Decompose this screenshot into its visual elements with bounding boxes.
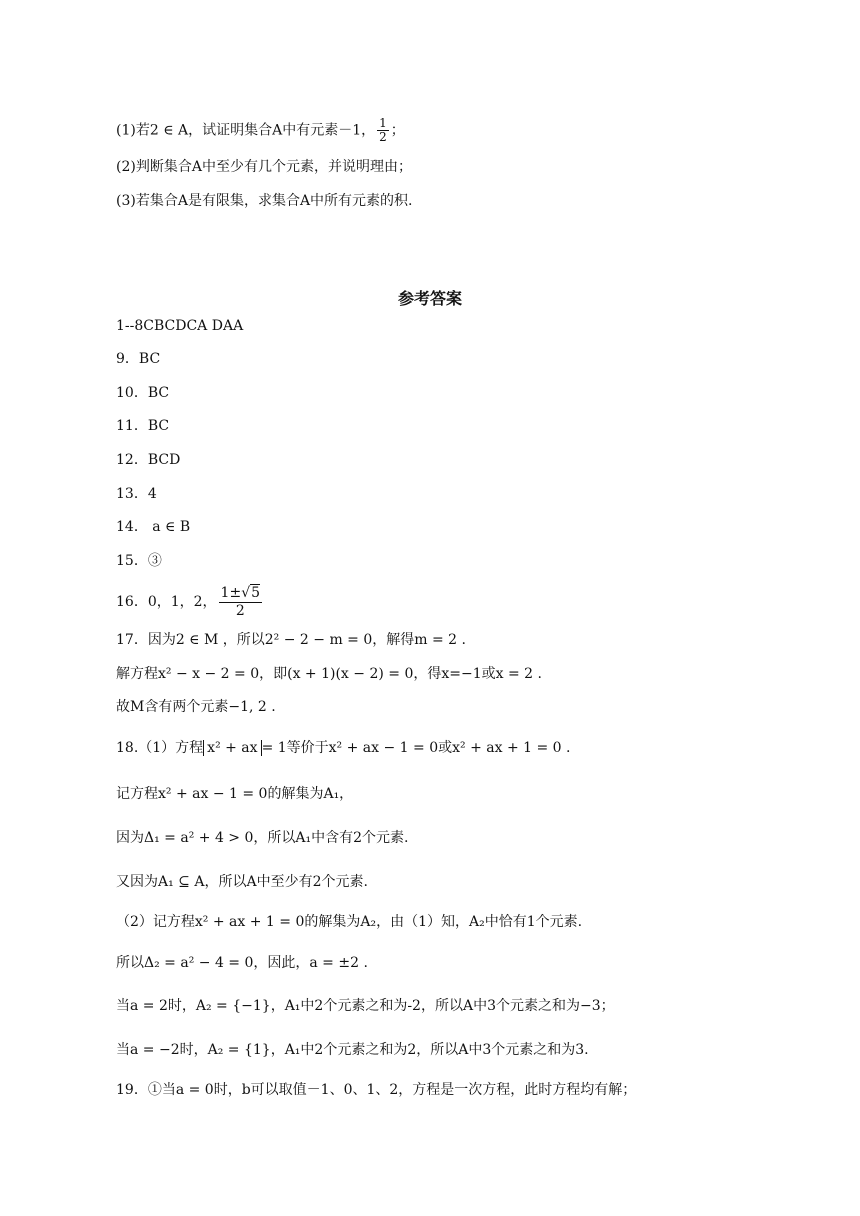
answer-14: 14． a ∈ B xyxy=(116,519,191,535)
answer-18-line-6: 所以Δ₂ = a² − 4 = 0，因此，a = ±2 . xyxy=(116,955,368,971)
sqrt-value: 5 xyxy=(251,584,261,601)
answer-18-line-2: 记方程x² + ax − 1 = 0的解集为A₁， xyxy=(116,786,354,802)
answer-9: 9．BC xyxy=(116,351,161,367)
answer-19-line-1: 19．①当a = 0时，b可以取值－1、0、1、2，方程是一次方程，此时方程均有解； xyxy=(116,1082,637,1098)
answer-18-prefix: 18.（1）方程 xyxy=(116,740,204,756)
question-1 xyxy=(116,117,405,144)
fraction-numerator-a: 1± xyxy=(220,584,242,601)
answer-18-line-3: 因为Δ₁ = a² + 4 > 0，所以A₁中含有2个元素. xyxy=(116,830,409,846)
answer-18-line-4: 又因为A₁ ⊆ A，所以A中至少有2个元素. xyxy=(116,874,368,890)
fraction-one-half xyxy=(377,117,389,144)
fraction-golden: $\frac{1\pm√5}{2}$ xyxy=(220,584,261,619)
answer-1-8: 1--8CBCDCA DAA xyxy=(116,318,244,334)
question-1-text: (1)若2 ∈ A，试证明集合A中有元素－1， xyxy=(116,122,376,139)
answer-15: 15．③ xyxy=(116,553,162,569)
fraction-denominator: 2 xyxy=(235,602,245,619)
answer-18-line-7: 当a = 2时，A₂ = {−1}，A₁中2个元素之和为-2，所以A中3个元素之和为−3； xyxy=(116,998,615,1014)
answer-11: 11．BC xyxy=(116,418,170,434)
question-3: (3)若集合A是有限集，求集合A中所有元素的积. xyxy=(116,193,413,209)
answer-17-line-3: 故M含有两个元素−1, 2 . xyxy=(116,699,276,715)
answer-18-rest: = 1等价于x² + ax − 1 = 0或x² + ax + 1 = 0 . xyxy=(261,740,571,756)
question-1-end: ； xyxy=(390,122,405,139)
answer-10: 10．BC xyxy=(116,385,170,401)
answer-18-line-8: 当a = −2时，A₂ = {1}，A₁中2个元素之和为2，所以A中3个元素之和为3. xyxy=(116,1042,589,1058)
answer-17-line-2: 解方程x² − x − 2 = 0，即(x + 1)(x − 2) = 0，得x=−1或x = 2 . xyxy=(116,666,542,682)
answer-17-line-1: 17．因为2 ∈ M ，所以2² − 2 − m = 0，解得m = 2 . xyxy=(116,632,466,648)
question-2: (2)判断集合A中至少有几个元素，并说明理由； xyxy=(116,159,412,175)
answer-16 xyxy=(116,584,264,620)
answer-18-line-5: （2）记方程x² + ax + 1 = 0的解集为A₂，由（1）知，A₂中恰有1个元素. xyxy=(116,914,583,930)
answer-16-prefix: 16．0，1，2， xyxy=(116,594,217,610)
answer-13: 13．4 xyxy=(116,486,157,502)
answer-12: 12．BCD xyxy=(116,452,181,468)
fraction-denominator: 2 xyxy=(379,130,387,144)
answer-18-line-1 xyxy=(116,738,570,758)
fraction-numerator: 1 xyxy=(379,116,387,130)
answers-title: 参考答案 xyxy=(397,289,462,308)
absolute-value: x² + ax xyxy=(203,740,261,756)
